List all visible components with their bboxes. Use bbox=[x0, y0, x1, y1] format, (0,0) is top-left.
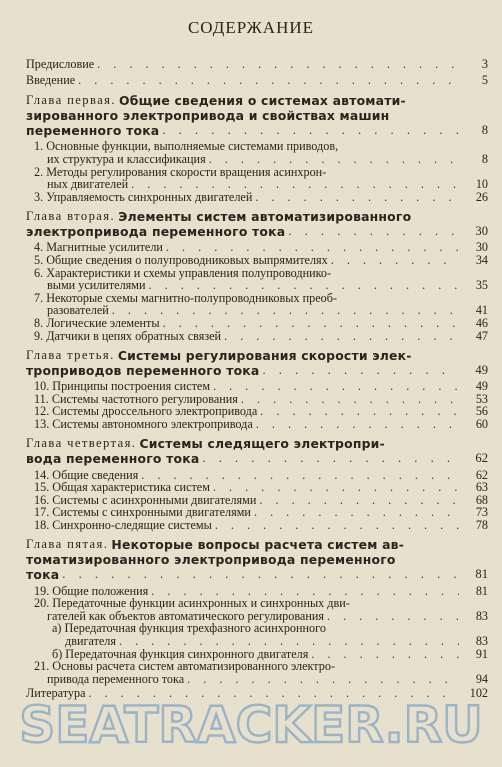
page-number: 73 bbox=[475, 505, 488, 520]
dot-leader bbox=[224, 330, 459, 342]
entry-text-line: их структура и классификация bbox=[47, 151, 206, 166]
chapter-title-line: Системы регулирования скорости элек- bbox=[117, 347, 412, 363]
entry-text-line: 7. Некоторые схемы магнитно-полупроводниковых преоб- bbox=[34, 290, 337, 305]
section-entry[interactable] bbox=[26, 622, 488, 647]
watermark-logo bbox=[0, 690, 502, 767]
entry-text-line: 18. Синхронно-следящие системы bbox=[34, 517, 212, 532]
page-number: 5 bbox=[481, 72, 488, 87]
dot-leader bbox=[62, 568, 459, 581]
chapter-title-line: тока bbox=[26, 567, 60, 583]
section-entry[interactable] bbox=[26, 481, 488, 494]
chapter-prefix: Глава третья. bbox=[26, 347, 115, 362]
chapter-heading[interactable] bbox=[26, 92, 488, 137]
page-number: 62 bbox=[475, 451, 488, 466]
page-number: 47 bbox=[475, 328, 488, 343]
page-number: 83 bbox=[475, 608, 488, 623]
dot-leader bbox=[131, 178, 459, 190]
dot-leader bbox=[311, 648, 459, 660]
entry-text-line: 16. Системы с асинхронными двигателями bbox=[34, 492, 257, 507]
toc-entry[interactable] bbox=[26, 686, 488, 699]
page-number: 60 bbox=[475, 416, 488, 431]
chapter-prefix: Глава вторая. bbox=[26, 209, 116, 223]
entry-text-line: Введение bbox=[26, 72, 76, 87]
chapter-prefix: Глава четвертая. bbox=[26, 436, 137, 451]
page-number: 53 bbox=[475, 391, 488, 406]
dot-leader bbox=[255, 191, 459, 203]
dot-leader bbox=[256, 418, 459, 430]
page-number: 8 bbox=[481, 123, 488, 137]
page-number: 3 bbox=[481, 57, 488, 72]
section-entry[interactable] bbox=[26, 493, 488, 506]
page-number: 26 bbox=[475, 189, 488, 204]
entry-text-line: 19. Общие положения bbox=[34, 583, 149, 598]
chapter-title-line: троприводов переменного тока bbox=[26, 362, 260, 378]
section-entry[interactable] bbox=[26, 329, 488, 342]
section-entry[interactable] bbox=[26, 584, 488, 597]
section-entry[interactable] bbox=[26, 254, 488, 267]
entry-text-line: разователей bbox=[47, 303, 109, 318]
page-number: 83 bbox=[475, 633, 488, 648]
section-entry[interactable] bbox=[26, 597, 488, 622]
page-number: 49 bbox=[475, 362, 488, 377]
entry-text-line: привода переменного тока bbox=[47, 671, 185, 686]
entry-text-line: двигателя bbox=[65, 633, 116, 648]
entry-text-line: 17. Системы с синхронными двигателями bbox=[34, 505, 251, 520]
chapter-title-line: Элементы систем автоматизированного bbox=[118, 209, 412, 224]
entry-text-line: 1. Основные функции, выполняемые системами приводов, bbox=[34, 139, 339, 154]
entry-text-line: выми усилителями bbox=[47, 278, 146, 293]
section-entry[interactable] bbox=[26, 291, 488, 316]
page-number: 49 bbox=[475, 379, 488, 394]
dot-leader bbox=[88, 687, 459, 699]
page-number: 78 bbox=[475, 517, 488, 532]
entry-text-line: 21. Основы расчета систем автоматизированного электро- bbox=[34, 659, 336, 674]
section-entry[interactable] bbox=[26, 392, 488, 405]
page-number: 34 bbox=[475, 252, 488, 267]
chapter-heading[interactable] bbox=[26, 536, 488, 581]
entry-text-line: б) Передаточная функция синхронного двигателя bbox=[52, 646, 309, 661]
chapter-title-line: Общие сведения о системах автомати- bbox=[119, 93, 406, 108]
section-entry[interactable] bbox=[26, 380, 488, 393]
page-title: СОДЕРЖАНИЕ bbox=[187, 18, 315, 37]
section-entry[interactable] bbox=[26, 266, 488, 291]
page-number: 56 bbox=[475, 404, 488, 419]
dot-leader bbox=[78, 74, 459, 86]
section-entry[interactable] bbox=[26, 660, 488, 685]
entry-text-line: 15. Общая характеристика систем bbox=[34, 480, 210, 495]
page-number: 41 bbox=[475, 303, 488, 318]
dot-leader bbox=[187, 673, 459, 685]
entry-text-line: 14. Общие сведения bbox=[34, 467, 139, 482]
entry-text-line: 13. Системы автономного электропривода bbox=[34, 416, 253, 431]
chapter-prefix: Глава первая. bbox=[26, 93, 116, 107]
page-number: 46 bbox=[475, 315, 488, 330]
dot-leader bbox=[149, 279, 459, 291]
page-number: 81 bbox=[475, 567, 488, 582]
dot-leader bbox=[215, 519, 459, 531]
page-number: 10 bbox=[475, 177, 488, 192]
section-entry[interactable] bbox=[26, 468, 488, 481]
chapter-title-line: Системы следящего электропри- bbox=[139, 436, 385, 452]
dot-leader bbox=[141, 469, 459, 481]
entry-text-line: 4. Магнитные усилители bbox=[34, 240, 163, 255]
toc-entry[interactable] bbox=[26, 55, 488, 71]
dot-leader bbox=[288, 225, 459, 238]
section-entry[interactable] bbox=[26, 165, 488, 190]
entry-text-line: 10. Принципы построения систем bbox=[34, 379, 211, 394]
dot-leader bbox=[166, 241, 459, 253]
page-number: 30 bbox=[475, 224, 488, 238]
entry-text-line: 20. Передаточные функции асинхронных и синхронных дви- bbox=[34, 596, 350, 611]
page-number: 30 bbox=[475, 240, 488, 255]
svg-text:SEATRACKER.RU: SEATRACKER.RU bbox=[19, 696, 483, 754]
entry-text-line: а) Передаточная функция трехфазного асинхронного bbox=[52, 621, 326, 636]
section-entry[interactable] bbox=[26, 241, 488, 254]
chapter-title-line: Некоторые вопросы расчета систем ав- bbox=[111, 537, 405, 553]
section-entry[interactable] bbox=[26, 317, 488, 330]
dot-leader bbox=[262, 364, 459, 377]
page-number: 63 bbox=[475, 480, 488, 495]
page-number: 91 bbox=[475, 646, 488, 661]
page-number: 94 bbox=[475, 671, 488, 686]
entry-text-line: 5. Общие сведения о полупроводниковых выпрямителях bbox=[34, 252, 328, 267]
dot-leader bbox=[254, 506, 459, 518]
dot-leader bbox=[260, 405, 459, 417]
dot-leader bbox=[151, 585, 459, 597]
page-number: 8 bbox=[481, 151, 488, 166]
chapter-heading[interactable] bbox=[26, 347, 488, 377]
dot-leader bbox=[213, 380, 459, 392]
dot-leader bbox=[112, 304, 459, 316]
page-number: 35 bbox=[475, 278, 488, 293]
page-number: 102 bbox=[469, 685, 488, 700]
dot-leader bbox=[209, 153, 459, 165]
dot-leader bbox=[119, 635, 459, 647]
section-entry[interactable] bbox=[26, 506, 488, 519]
chapter-title-line: электропривода переменного тока bbox=[26, 224, 286, 239]
dot-leader bbox=[97, 58, 459, 70]
section-entry[interactable] bbox=[26, 519, 488, 532]
dot-leader bbox=[327, 610, 459, 622]
toc-entry[interactable] bbox=[26, 71, 488, 87]
section-entry[interactable] bbox=[26, 140, 488, 165]
dot-leader bbox=[241, 393, 459, 405]
entry-text-line: 9. Датчики в цепях обратных связей bbox=[34, 328, 222, 343]
dot-leader bbox=[163, 317, 459, 329]
dot-leader bbox=[213, 481, 459, 493]
section-entry[interactable] bbox=[26, 647, 488, 660]
chapter-title-line: томатизированного электропривода переменного bbox=[26, 552, 396, 568]
page-number: 62 bbox=[475, 467, 488, 482]
chapter-heading[interactable] bbox=[26, 208, 488, 238]
chapter-title-line: зированного электропривода и свойствах машин bbox=[26, 108, 390, 123]
chapter-heading[interactable] bbox=[26, 435, 488, 465]
chapter-title-line: переменного тока bbox=[26, 123, 160, 138]
page-number: 68 bbox=[475, 492, 488, 507]
entry-text-line: 12. Системы дроссельного электропривода bbox=[34, 404, 258, 419]
section-entry[interactable] bbox=[26, 418, 488, 431]
entry-text-line: 3. Управляемость синхронных двигателей bbox=[34, 189, 253, 204]
chapter-prefix: Глава пятая. bbox=[26, 537, 109, 552]
entry-text-line: 6. Характеристики и схемы управления полупроводнико- bbox=[34, 265, 332, 280]
entry-text-line: гателей как объектов автоматического регулирования bbox=[47, 608, 324, 623]
dot-leader bbox=[202, 452, 459, 465]
section-entry[interactable] bbox=[26, 190, 488, 203]
chapter-title-line: вода переменного тока bbox=[26, 451, 200, 467]
entry-text-line: 8. Логические элементы bbox=[34, 315, 160, 330]
entry-text-line: ных двигателей bbox=[47, 177, 129, 192]
entry-text-line: 2. Методы регулирования скорости вращения асинхрон- bbox=[34, 164, 327, 179]
dot-leader bbox=[331, 254, 459, 266]
page-number: 81 bbox=[475, 583, 488, 598]
entry-text-line: Предисловие bbox=[26, 57, 95, 72]
dot-leader bbox=[162, 124, 459, 137]
section-entry[interactable] bbox=[26, 405, 488, 418]
entry-text-line: Литература bbox=[26, 685, 86, 700]
dot-leader bbox=[259, 494, 459, 506]
entry-text-line: 11. Системы частотного регулирования bbox=[34, 391, 238, 406]
